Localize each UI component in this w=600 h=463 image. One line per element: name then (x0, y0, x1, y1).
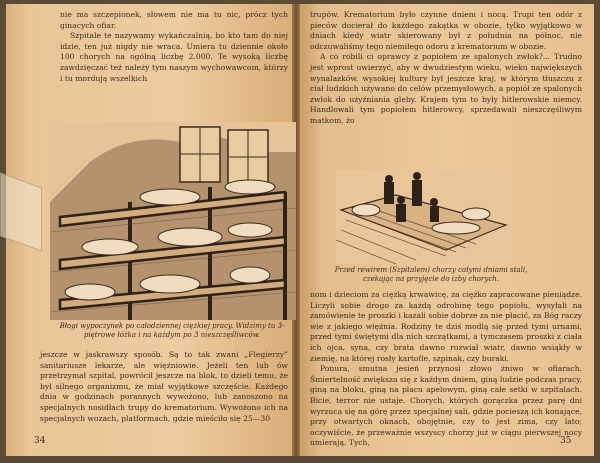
left-paragraph-2: jeszcze w jaskrawszy sposób. Są to tak zwani „Flegierzy” sanitariusze lekarze, ale więźniowie. Jeżeli ten lub ów przetrzymał szpital, powrócił jeszcze na blok, to dzieli temu, że był silnego organizmu, że miał wyjątkowe szczęście. Każdego dnia w godzinach porannych wywożono, lub zanoszono na specjalnych nosidłach trupy do krematorium. Wywożono ich na specjalnych wozach, platformach, gdzie mieściło się 25—30 (40, 350, 288, 423)
left-caption: Błogi wypoczynek po całodziennej ciężkiej pracy. Widzimy tu 3-piętrowe łóżka i na każdym po 3 nieszczęśliwców. (59, 322, 285, 339)
rewir-illustration (336, 170, 512, 264)
right-caption: Przed rewirem (Szpitalem) chorzy całymi dniami stali, czekając na przyjęcie do izby chorych. (334, 266, 528, 283)
right-paragraph-2: A co robili ci oprawcy z popiołem ze spalonych zwłok?... Trudno jest wprost uwierzyć, aby w dwudziestym wieku, wieku największych wynalazków, wysokiej kultury był jeszcze kraj, w którym tłuszczu z ciał ludzkich używano do celów przemysłowych, a popiół ze spalonych zwłok do użyźniania gleby. Krajem tym to były hitlerowskie niemcy. Handlowali tym popiołem hitlerowcy, sprzedawali nieszczęśliwym matkom, żo (310, 52, 582, 125)
right-paragraph-3: nom i dzieciom za ciężką krwawicę, za ciężko zapracowane pieniądze. Liczyli sobie drogo za każdą odrobinę tego popiołu, wysyłali na zamówienie te proszki i kazali sobie dobrze za nie płacić, za Bóg raczy wie z jakiego więźnia. Rodziny te dziś modlą się przed tymi urnami, przed tymi świętymi dla nich szczątkami, a tymczasem proszki z ciała ich ojca, syna, czy brata dawno rozwiał wiatr, dawno wsiąkły w ziemię, na której rosły kartofle, szpinak, czy buraki. (310, 290, 582, 363)
right-page-number: 35 (560, 436, 572, 446)
right-paragraph-4: Ponura, smutna jesień przynosi złowo żniwo w ofiarach. Śmiertelność zwiększa się z każdym dniem, giną ludzie podczas pracy, giną na bloku, giną na placu apelowym, giną całe setki w szpitalach. Bicie, terror nie ustaje. Chorych, których gorączka przez parę dni wyrzuca się na górę przez specjalnej sali, gdzie pocieszą ich konające, przy otwartych oknach, obojętnie, czy to jest zima, czy lato; oczywiście, że przeważnie wszyscy chorzy już w ciągu pierwszej nocy umierają. Tych, (310, 364, 582, 448)
left-bottom-text (40, 350, 288, 424)
left-top-text (60, 10, 288, 84)
right-paragraph-1: trupów. Krematorium było czynne dniem i nocą. Trupi ten odór z pieców docierał do każdego zakątka w obozie, tylko wyjątkowo w dniach kiedy wiatr skierowany był z południa na północ, nie odczuwaliśmy tego niemiłego odoru z krematorium w obozie. (310, 10, 582, 51)
left-text-line: nie ma szczepionek, słowem nie ma tu nic, prócz tych ginacych ofiar. (60, 10, 288, 30)
bunk-illustration (50, 122, 296, 320)
left-paragraph-1: Szpitale te nazywamy wykańczalnią, bo kto tam do niej idzie, ten już nigdy nie wraca. Umiera tu dziennie około 100 chorych na ogólną liczbę 2.000. Te wysoką liczbę zawdzięczać też należy tym naszym wychowawcom, którzy i tu mordują wszelkich (60, 31, 288, 83)
right-bottom-text (310, 290, 582, 449)
right-top-text (310, 10, 582, 127)
left-page-number: 34 (34, 436, 46, 446)
